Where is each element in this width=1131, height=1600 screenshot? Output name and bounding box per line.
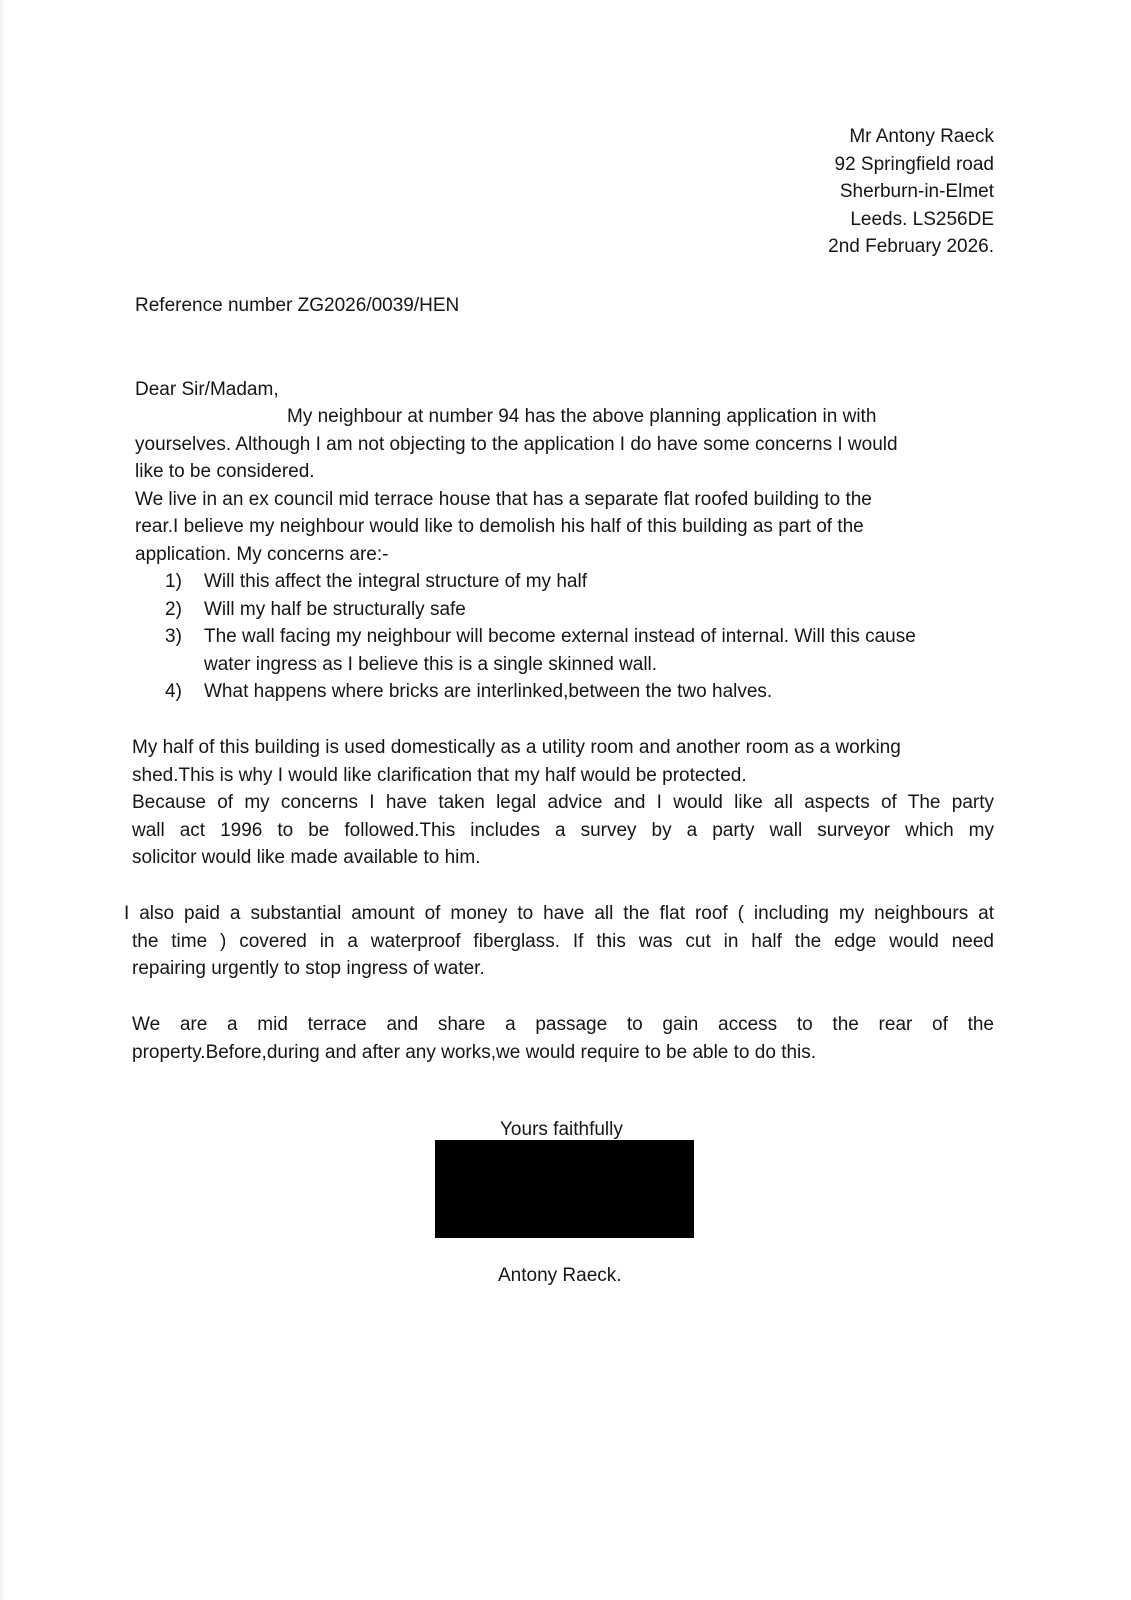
paragraph-line: My neighbour at number 94 has the above planning application in with — [287, 406, 877, 427]
paragraph-line: My half of this building is used domestically as a utility room and another room as a working — [132, 737, 901, 758]
paragraph-line: wall act 1996 to be followed.This includes a survey by a party wall surveyor which my — [132, 819, 994, 841]
list-number: 1) — [165, 571, 182, 592]
sender-address — [828, 123, 994, 261]
paragraph-line: shed.This is why I would like clarification that my half would be protected. — [132, 764, 747, 786]
sender-town: Sherburn-in-Elmet — [839, 181, 994, 202]
paragraph-line: property.Before,during and after any works,we would require to be able to do this. — [132, 1041, 817, 1063]
paragraph-line: I also paid a substantial amount of money to have all the flat roof ( including my neighbours at — [124, 903, 994, 924]
closing: Yours faithfully — [500, 1119, 623, 1140]
paragraph-usage — [132, 734, 994, 872]
sender-street: 92 Springfield road — [834, 153, 994, 175]
list-item — [165, 623, 995, 678]
list-item — [165, 568, 995, 596]
paragraph-access — [132, 1011, 994, 1066]
paragraph-line: the time ) covered in a waterproof fiberglass. If this was cut in half the edge would need — [132, 930, 994, 952]
list-item — [165, 596, 995, 624]
paragraph-intro — [135, 403, 995, 568]
list-text — [204, 623, 995, 678]
salutation: Dear Sir/Madam, — [135, 379, 279, 400]
list-number: 3) — [165, 626, 182, 647]
concerns-list — [165, 568, 995, 706]
paragraph-line: like to be considered. — [135, 461, 315, 482]
paragraph-line: application. My concerns are:- — [135, 543, 389, 565]
list-text-line: The wall facing my neighbour will become external instead of internal. Will this cause — [204, 626, 916, 647]
list-text: Will my half be structurally safe — [204, 598, 466, 620]
paragraph-line: We are a mid terrace and share a passage to gain access to the rear of the — [132, 1014, 994, 1035]
sender-name: Mr Antony Raeck — [849, 126, 994, 147]
letter-date: 2nd February 2026. — [828, 236, 994, 257]
paragraph-line: We live in an ex council mid terrace house that has a separate flat roofed building to the — [135, 488, 872, 510]
list-number: 2) — [165, 598, 182, 620]
paragraph-line: repairing urgently to stop ingress of water. — [132, 958, 485, 979]
paragraph-line: solicitor would like made available to him. — [132, 847, 481, 868]
list-item — [165, 678, 995, 706]
paragraph-line: Because of my concerns I have taken legal advice and I would like all aspects of The party — [132, 792, 994, 813]
list-text: What happens where bricks are interlinked,between the two halves. — [204, 681, 773, 702]
paragraph-roof — [124, 900, 994, 983]
signature-redaction — [435, 1140, 694, 1238]
signatory-name: Antony Raeck. — [498, 1265, 622, 1286]
sender-city-postcode: Leeds. LS256DE — [850, 208, 994, 230]
scan-edge — [0, 0, 6, 1600]
paragraph-line: yourselves. Although I am not objecting to the application I do have some concerns I would — [135, 433, 898, 455]
list-text-line: water ingress as I believe this is a single skinned wall. — [204, 653, 658, 675]
reference-number: Reference number ZG2026/0039/HEN — [135, 295, 460, 316]
list-number: 4) — [165, 681, 182, 702]
paragraph-line: rear.I believe my neighbour would like to demolish his half of this building as part of the — [135, 516, 864, 537]
list-text: Will this affect the integral structure of my half — [204, 571, 587, 592]
